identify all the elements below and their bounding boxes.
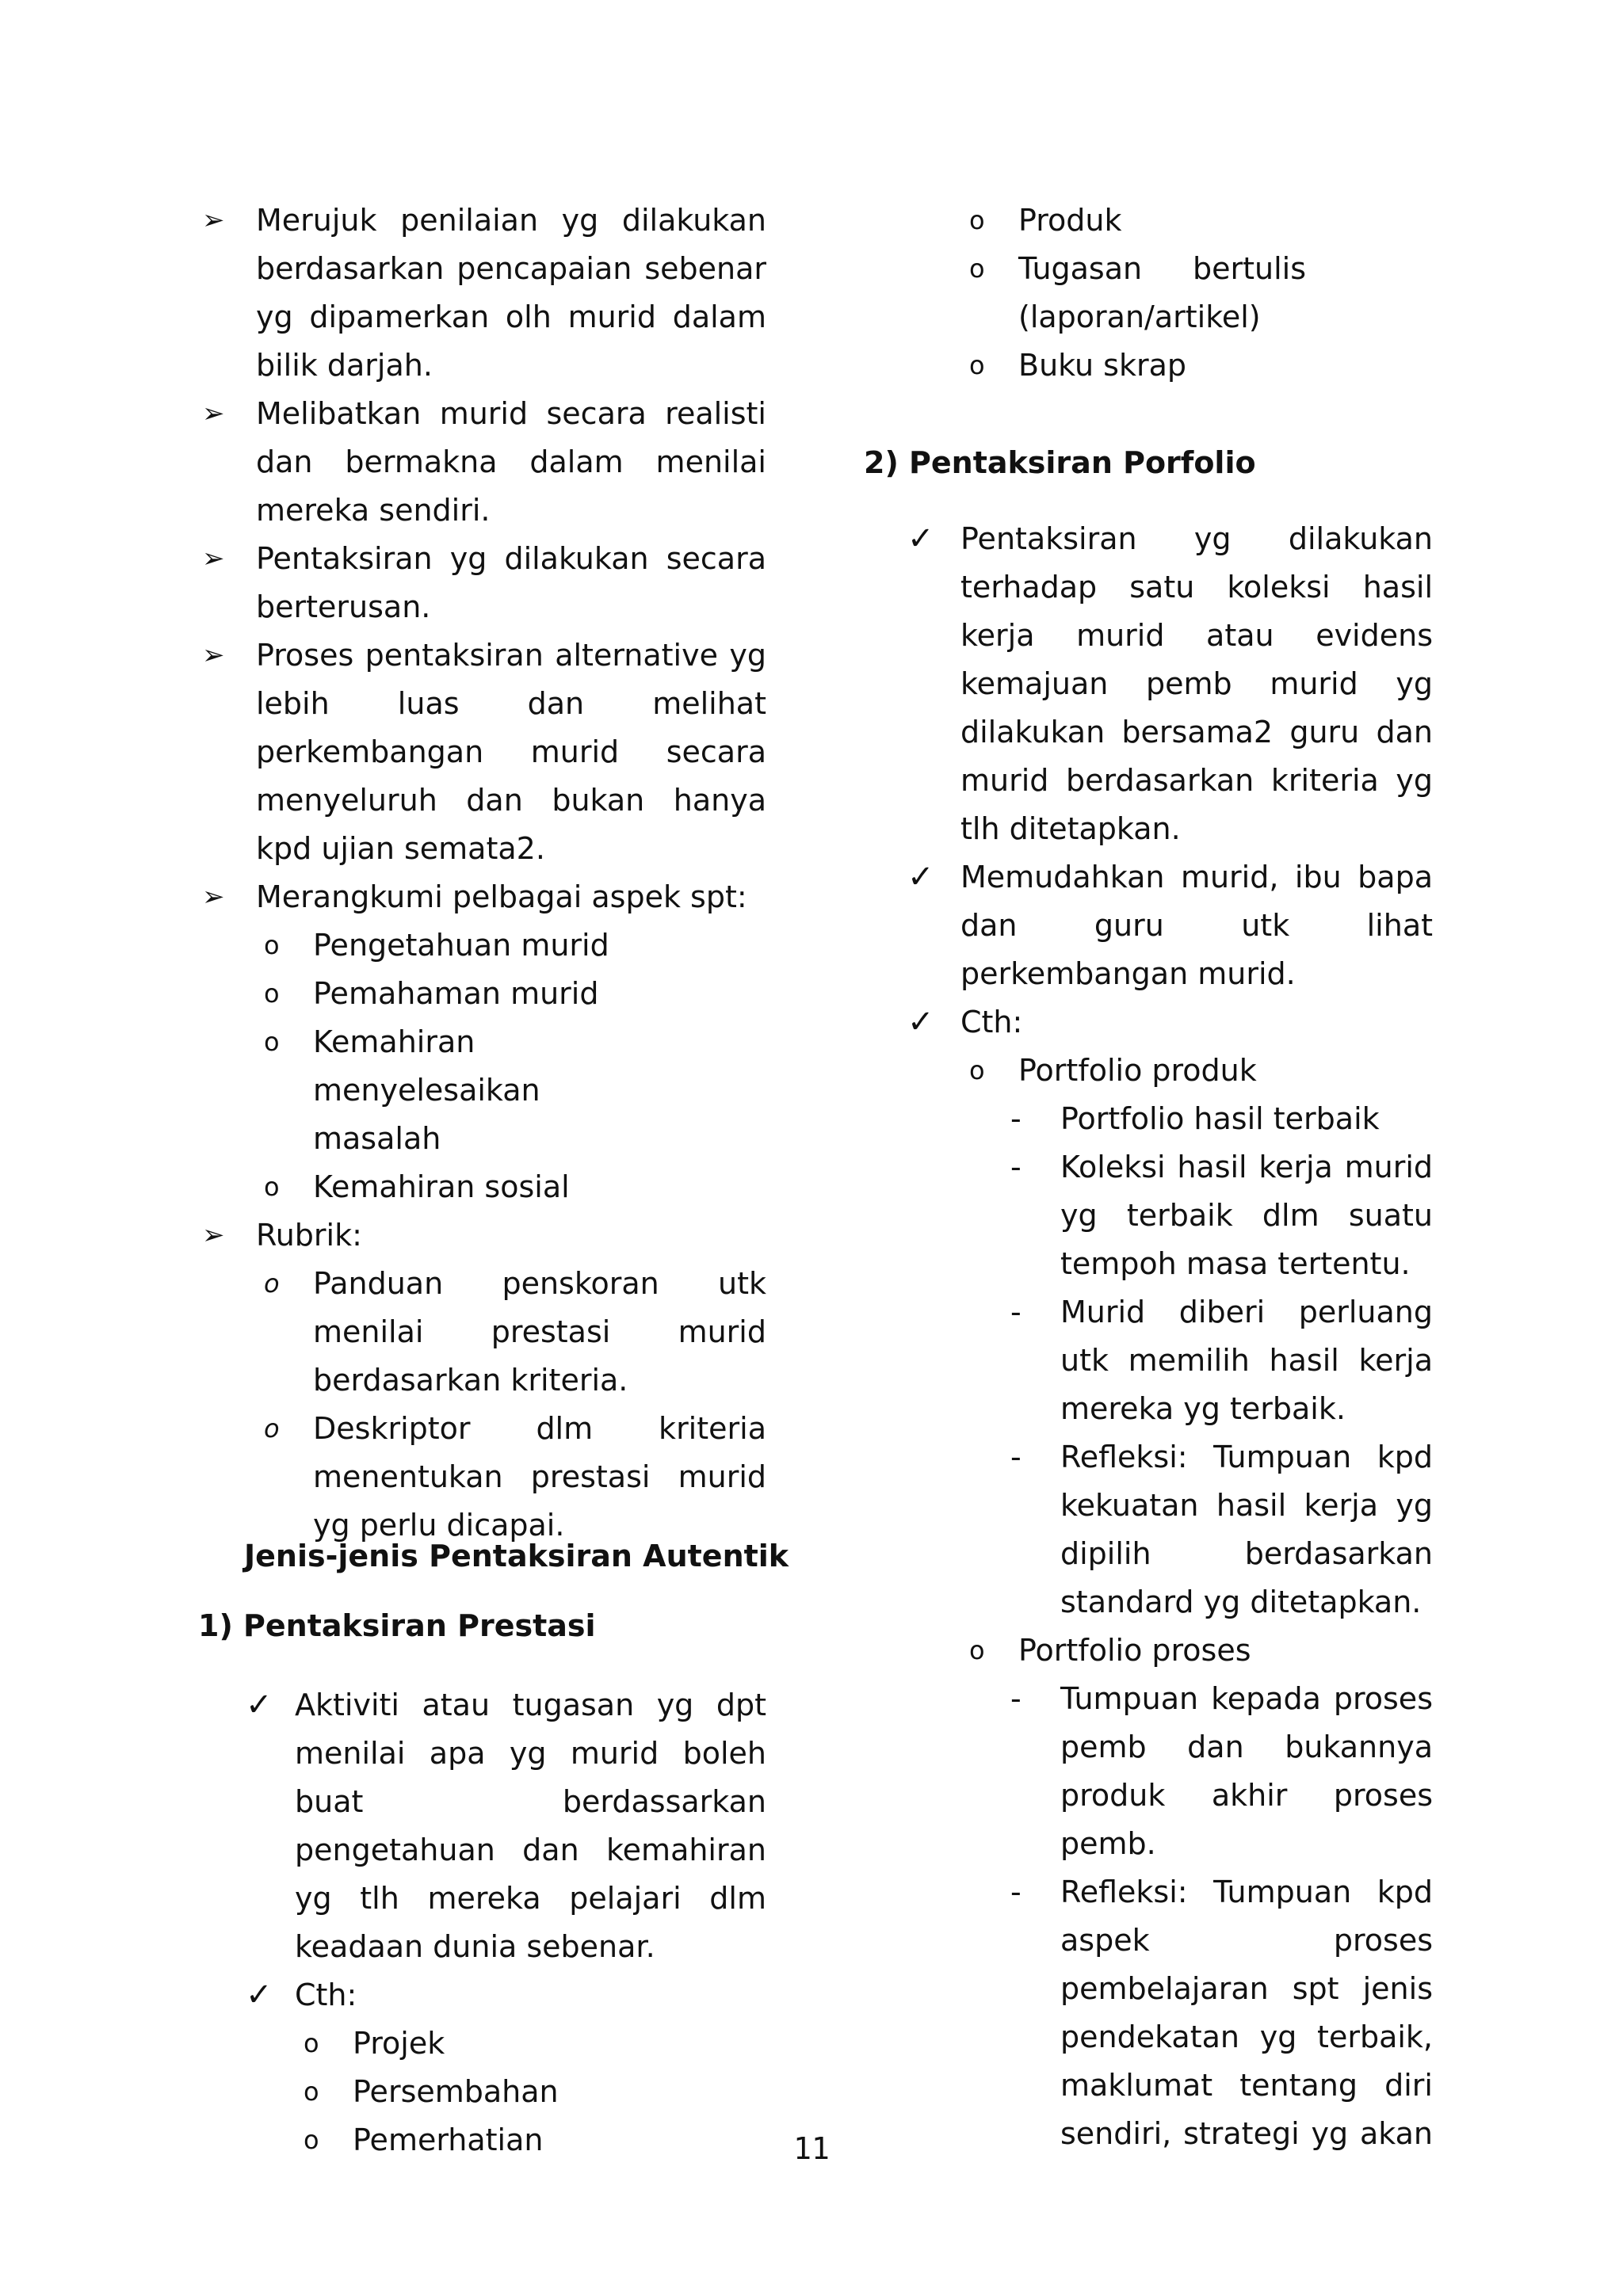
sub-list-item: o Panduan penskoran utk menilai prestasi murid berdasarkan kriteria.: [202, 1260, 766, 1405]
sub-list-item: o Produk: [864, 196, 1433, 245]
circle-bullet-icon: o: [264, 1268, 280, 1299]
circle-bullet-icon: o: [304, 2077, 319, 2107]
circle-bullet-icon: o: [264, 1027, 280, 1057]
dash-list-item: - Refleksi: Tumpuan kpd aspek proses pembelajaran spt jenis pendekatan yg terbaik, maklumat tentang diri sendiri, strategi yg akan: [864, 1868, 1433, 2158]
circle-bullet-icon: o: [969, 1635, 985, 1665]
dash-list-item: - Refleksi: Tumpuan kpd kekuatan hasil kerja yg dipilih berdasarkan standard yg ditetapkan.: [864, 1433, 1433, 1627]
circle-bullet-icon: o: [264, 1413, 280, 1444]
dash-bullet-icon: -: [1010, 1440, 1022, 1474]
check-bullet-icon: ✓: [246, 1977, 273, 2013]
sub-list-item: o Pemerhatian: [202, 2116, 766, 2164]
circle-bullet-icon: o: [969, 1055, 985, 1085]
portfolio-list: [864, 515, 1433, 2158]
prestasi-list: [202, 1681, 766, 2164]
dash-bullet-icon: -: [1010, 1101, 1022, 1136]
list-item: ➢ Melibatkan murid secara realisti dan bermakna dalam menilai mereka sendiri.: [202, 390, 766, 535]
circle-bullet-icon: o: [264, 1172, 280, 1202]
page-number: 11: [793, 2131, 830, 2166]
list-item: ✓ Memudahkan murid, ibu bapa dan guru utk lihat perkembangan murid.: [864, 853, 1433, 998]
circle-bullet-icon: o: [969, 205, 985, 235]
dash-list-item: - Koleksi hasil kerja murid yg terbaik dlm suatu tempoh masa tertentu.: [864, 1143, 1433, 1288]
subsection-heading: 1) Pentaksiran Prestasi: [198, 1608, 596, 1643]
dash-list-item: - Murid diberi perluang utk memilih hasil kerja mereka yg terbaik.: [864, 1288, 1433, 1433]
left-column: [202, 196, 766, 1550]
check-bullet-icon: ✓: [907, 859, 934, 895]
list-item: ✓ Aktiviti atau tugasan yg dpt menilai apa yg murid boleh buat berdassarkan pengetahuan dan kemahiran yg tlh mereka pelajari dlm keadaan dunia sebenar.: [202, 1681, 766, 1971]
arrow-bullet-icon: ➢: [202, 639, 225, 671]
arrow-bullet-icon: ➢: [202, 543, 225, 574]
circle-bullet-icon: o: [264, 930, 280, 960]
check-bullet-icon: ✓: [246, 1687, 273, 1723]
list-item: ➢ Merangkumi pelbagai aspek spt:: [202, 873, 766, 921]
sub-list-item: o Kemahiran menyelesaikan masalah: [202, 1018, 766, 1163]
list-item: ➢ Rubrik:: [202, 1211, 766, 1260]
list-item: ➢ Merujuk penilaian yg dilakukan berdasarkan pencapaian sebenar yg dipamerkan olh murid dalam bilik darjah.: [202, 196, 766, 390]
dash-bullet-icon: -: [1010, 1295, 1022, 1329]
list-item: ✓ Cth:: [864, 998, 1433, 1047]
dash-list-item: - Tumpuan kepada proses pemb dan bukannya produk akhir proses pemb.: [864, 1675, 1433, 1868]
list-item: ➢ Pentaksiran yg dilakukan secara berterusan.: [202, 535, 766, 631]
sub-list-item: o Portfolio produk: [864, 1047, 1433, 1095]
circle-bullet-icon: o: [304, 2028, 319, 2058]
subsection-heading: 2) Pentaksiran Porfolio: [864, 445, 1256, 480]
dash-bullet-icon: -: [1010, 1681, 1022, 1716]
list-item: ➢ Proses pentaksiran alternative yg lebih luas dan melihat perkembangan murid secara menyeluruh dan bukan hanya kpd ujian semata2.: [202, 631, 766, 873]
sub-list-item: o Persembahan: [202, 2068, 766, 2116]
circle-bullet-icon: o: [304, 2125, 319, 2155]
sub-list-item: o Projek: [202, 2019, 766, 2068]
circle-bullet-icon: o: [969, 254, 985, 284]
sub-list-item: o Kemahiran sosial: [202, 1163, 766, 1211]
sub-list-item: o Pemahaman murid: [202, 970, 766, 1018]
sub-list-item: o Pengetahuan murid: [202, 921, 766, 970]
arrow-bullet-icon: ➢: [202, 398, 225, 429]
circle-bullet-icon: o: [969, 350, 985, 380]
sub-list-item: o Deskriptor dlm kriteria menentukan prestasi murid yg perlu dicapai.: [202, 1405, 766, 1550]
list-item: ✓ Pentaksiran yg dilakukan terhadap satu koleksi hasil kerja murid atau evidens kemajuan pemb murid yg dilakukan bersama2 guru dan murid berdasarkan kriteria yg tlh ditetapkan.: [864, 515, 1433, 853]
dash-bullet-icon: -: [1010, 1875, 1022, 1909]
list-item: ✓ Cth:: [202, 1971, 766, 2019]
arrow-bullet-icon: ➢: [202, 1219, 225, 1251]
check-bullet-icon: ✓: [907, 521, 934, 557]
dash-bullet-icon: -: [1010, 1150, 1022, 1184]
dash-list-item: - Portfolio hasil terbaik: [864, 1095, 1433, 1143]
arrow-bullet-icon: ➢: [202, 881, 225, 913]
right-column: [864, 196, 1433, 390]
sub-list-item: o Buku skrap: [864, 341, 1433, 390]
sub-list-item: o Portfolio proses: [864, 1627, 1433, 1675]
check-bullet-icon: ✓: [907, 1004, 934, 1040]
arrow-bullet-icon: ➢: [202, 204, 225, 236]
circle-bullet-icon: o: [264, 978, 280, 1009]
section-heading: Jenis-jenis Pentaksiran Autentik: [244, 1539, 789, 1573]
sub-list-item: o Tugasan bertulis (laporan/artikel): [864, 245, 1433, 341]
